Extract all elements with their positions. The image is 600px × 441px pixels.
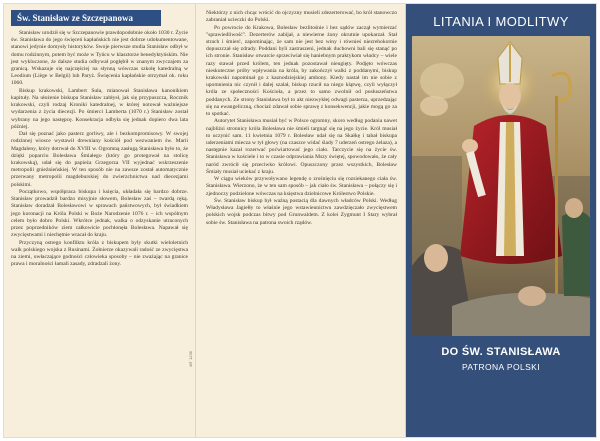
left-panel-text [11, 30, 188, 268]
paragraph: Stanisław urodził się w Szczepanowie prawdopodobnie około 1030 r. Życie św. Stanisława do jego święceń kapłańskich nie jest dobrze udokumentowane, stanowi jedynie domysły historyków. Swoje pierwsze studia Stanisław odbył w domu rodzinnym, potem być może w Tyńcu w klasztorze benedyktyńskim. Nie jest wykluczone, że dalsze studia odbywał pogłębił w znanym zwyczajem za granicą. Wskazuje się najczęściej na słynną wówczas szkołę katedralną w Leodium (Liège w Belgii) lub Paryż. Święcenia kapłańskie otrzymał ok. roku 1060. [11, 30, 188, 87]
middle-panel [196, 4, 406, 437]
left-panel [4, 4, 196, 437]
middle-panel-text [206, 10, 397, 227]
paragraph: Początkowo, współpraca biskupa i księcia, układała się bardzo dobrze. Stanisław prowadził bardzo misyjnie słowem, Bolesław zaś – twardą ręką. Stanisław doradzał Bolesławowi w sprawach państwowych, był świadkiem jego koronacji na Króla Polski w Boże Narodzenie 1076 r. – ich wspólnym celem było dobro Polski. Wkrótce jednak, walka o odzyskanie utraconych przez poprzedników ziem całkowicie pochłonęła Bolesława. Napawał się zwycięstwami i niechętnie wracał do kraju. [11, 189, 188, 239]
paragraph: Dał się poznać jako pasterz gorliwy, ale i bezkompromisowy. W swojej rodzinnej wiosce wystawił drewniany kościół pod wezwaniem św. Marii Magdaleny, który dotrwał do XVIII w. Ogromną zasługą Stanisława było to, że dzięki poparciu Bolesława Śmiałego (który go protegował na stolicę krakowską), udał się do papieża Grzegorza VII wyjednać wskrzeszenie metropolii gnieźnieńskiej. W ten sposób nie na zawsze został automatycznie przerwany metropolii magdeburskiej do zwierzchnictwa nad diecezjami polskimi. [11, 131, 188, 188]
paragraph: Autorytet Stanisława musiał być w Polsce ogromny, skoro według podania nawet najbliżsi stronnicy króla Bolesława nie śmieli targnąć się na jego życie. Król musiał to uczynić sam. 11 kwietnia 1079 r. Bolesław udał się na Skałkę i tabał biskupa uderzeniami miecza w tył głowy (na czaszce widać ślady 7 uderzeń ostrego żelaza), a następnie kazał rozerwać poćwiartować jego ciało. Tarczycie się na życie św. Stanisława w kościele i to w czasie odprawiania Mszy świętej, spowodowało, że cały naród zwrócił się przeciwko królowi. Opuszczony przez wszystkich, Bolesław Śmiały musiał uciekać z kraju. [206, 118, 397, 175]
paragraph: Przyczyną ostrego konfliktu króla z biskupem były skutki wieloletnich walk polskiego wojska z Rusinami. Żołnierze okazywali radość ze zwycięstwa na ziemi, uwłaczające godności człowieka sposoby – nie zważając na granice prawa i moralności łamali zasady, zdradzali żony. [11, 239, 188, 268]
print-code: MT 1298 [189, 351, 193, 367]
cover-title: LITANIA I MODLITWY [433, 14, 569, 29]
section-title: Św. Stanisław ze Szczepanowa [11, 10, 161, 26]
paragraph: Biskup krakowski, Lambert Suła, mianował Stanisława kanonikiem kapituły. Na ułożenie biskupa Stanisław zabłysł, jak się przypuszcza, Rocznik krakowski, czyli rodzaj Kroniki katedralnej, w której notował ważniejsze wydarzenia z życia diecezji. Po śmierci Lamberta (1070 r.) Stanisław został wybrany na jego następcę. Konsekracja odbyła się jednak dopiero dwa lata później. [11, 87, 188, 130]
cover-panel [406, 4, 596, 437]
paragraph: Niektórzy z nich chcąc wrócić do ojczyzny musieli zdezerterować, bo król stanowczo zabraniał ucieczki do Polski. [206, 10, 397, 24]
paragraph: W ciągu wieków przywoływano legendę o zrośnięciu się rozsiekanego ciała św. Stanisława. Wierzono, że w ten sam sposób – jak ciało św. Stanisława – połączy się i zjednoczy podzielone wówczas na księstwa dzielnicowe Królestwo Polskie. [206, 176, 397, 197]
saint-stanislaus-painting-icon [412, 36, 590, 336]
cover-subtitle: DO ŚW. STANISŁAWA [441, 346, 561, 358]
cover-subtitle-patron: PATRONA POLSKI [461, 362, 541, 372]
paragraph: Po powrocie do Krakowa, Bolesław bezlitośnie i bez sądów zaczął wymierzać "sprawiedliwość". Dezerterów zabijał, a niewierne żony okrutnie upokarzał. Stał strach i śmierć, zapominając, że sam nie jest bez winy i równieś niezrehokornie dopuszczał się zdrady. Poddani byli zastraszeni, jednak duchowni bali się stanąć po ich stronie. Stanisław otwarcie sprzeciwiał się haniebnym praktykom władcy – wiele razy stawał przed królem, ten jednak pozostawał nieugięty. Podjęto wówczas nieskuteczne próby wpływania na króla, by zakończył walki z poddanymi, biskup krakowski napominał go z kaznodziejskiej ambony. Kiedy nastał im nie sobie z upomnienia nic czynił i dalej szalał, biskup rzucił na niego klątwę, czyli wyłączył króla ze społeczności Kościoła, a przez to samo zwolnił od posłuszeństwa poddanych. Ze strony Stanisława był to akt niezwykłej odwagi pasterza, uprzedzając się na ewangeliczną, chociaż zdawał sobie sprawę z konsekwencji, jakie mogą go za to spotkać. [206, 24, 397, 118]
leaflet-sheet [4, 4, 596, 437]
paragraph: Św. Stanisław biskup był ważną postacią dla dawnych władców Polski. Według Władysława Jagiełły to właśnie jego wstawiennictwu zawdzięczało zwycięstwem polskich wojsk podczas bitwy pod Grunwaldem. Z kolei Zygmunt I Stary wybrał sobie św. Stanisława na patrona swoich rządów. [206, 198, 397, 226]
